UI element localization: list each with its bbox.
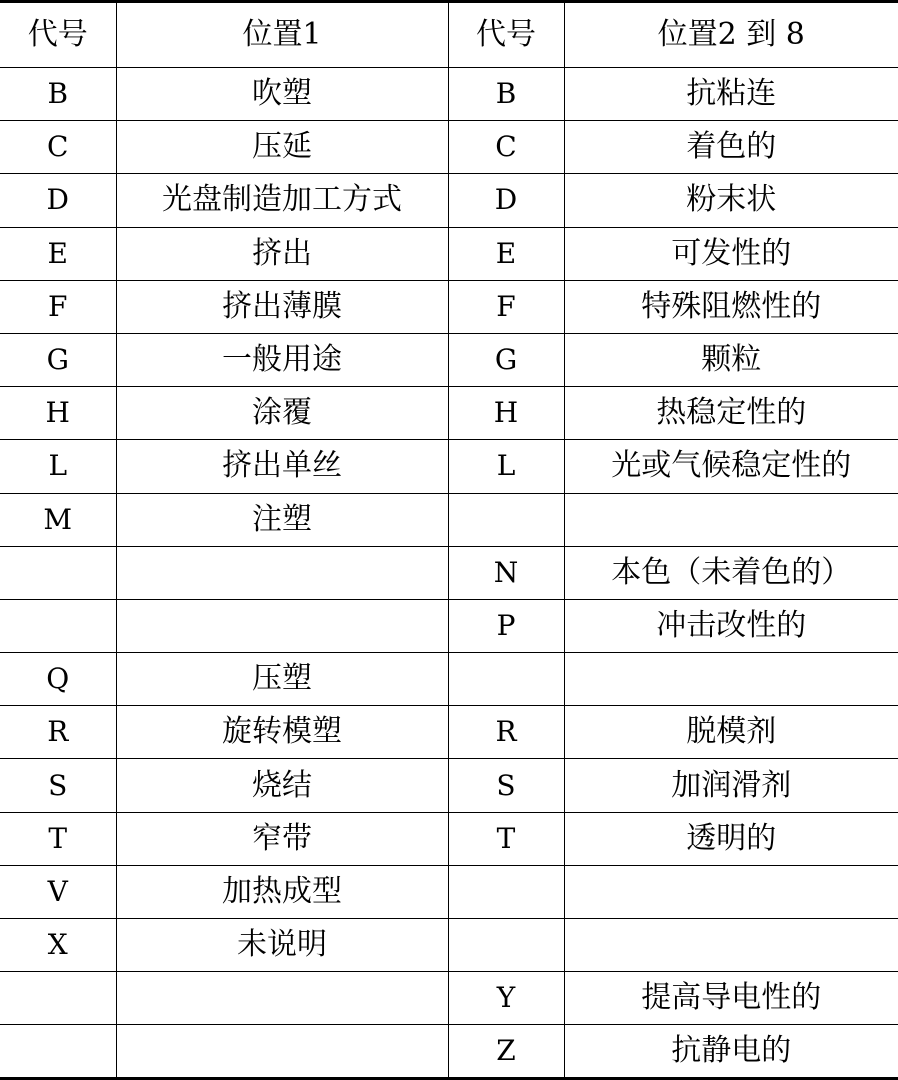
cell-position-1: 压塑 — [116, 653, 448, 706]
cell-position-1 — [116, 972, 448, 1025]
cell-position-1: 未说明 — [116, 919, 448, 972]
table-row — [0, 919, 898, 972]
cell-position-2-to-8: 提高导电性的 — [564, 972, 898, 1025]
header-row — [0, 2, 898, 68]
header-code-2: 代号 — [448, 2, 564, 68]
table-row — [0, 493, 898, 546]
cell-code-1: L — [0, 440, 116, 493]
table-row — [0, 68, 898, 121]
cell-code-1: C — [0, 121, 116, 174]
cell-code-2: G — [448, 333, 564, 386]
cell-code-1 — [0, 1025, 116, 1078]
cell-code-1: R — [0, 706, 116, 759]
cell-code-1: T — [0, 812, 116, 865]
cell-code-1: V — [0, 865, 116, 918]
cell-code-1 — [0, 972, 116, 1025]
table-row — [0, 546, 898, 599]
cell-position-1: 一般用途 — [116, 333, 448, 386]
cell-code-1: S — [0, 759, 116, 812]
cell-position-2-to-8: 特殊阻燃性的 — [564, 280, 898, 333]
cell-position-2-to-8: 脱模剂 — [564, 706, 898, 759]
cell-position-1: 光盘制造加工方式 — [116, 174, 448, 227]
table-header — [0, 2, 898, 68]
table-row — [0, 599, 898, 652]
cell-position-2-to-8: 抗静电的 — [564, 1025, 898, 1078]
cell-code-1: G — [0, 333, 116, 386]
cell-code-1: M — [0, 493, 116, 546]
cell-position-1: 涂覆 — [116, 387, 448, 440]
cell-code-2: H — [448, 387, 564, 440]
table-row — [0, 280, 898, 333]
cell-code-2: D — [448, 174, 564, 227]
cell-position-2-to-8: 光或气候稳定性的 — [564, 440, 898, 493]
cell-position-1: 压延 — [116, 121, 448, 174]
cell-code-2: E — [448, 227, 564, 280]
table-row — [0, 440, 898, 493]
cell-position-1: 旋转模塑 — [116, 706, 448, 759]
table-body — [0, 68, 898, 1079]
cell-position-1: 挤出 — [116, 227, 448, 280]
cell-position-1 — [116, 546, 448, 599]
cell-code-2 — [448, 865, 564, 918]
cell-code-2: Y — [448, 972, 564, 1025]
cell-position-1: 加热成型 — [116, 865, 448, 918]
table-row — [0, 812, 898, 865]
cell-code-2 — [448, 493, 564, 546]
table-row — [0, 333, 898, 386]
header-position-2-to-8: 位置2 到 8 — [564, 2, 898, 68]
cell-position-2-to-8: 本色（未着色的） — [564, 546, 898, 599]
cell-position-2-to-8: 热稳定性的 — [564, 387, 898, 440]
cell-code-1: D — [0, 174, 116, 227]
cell-position-1: 窄带 — [116, 812, 448, 865]
cell-position-2-to-8: 颗粒 — [564, 333, 898, 386]
table-row — [0, 174, 898, 227]
cell-position-1: 烧结 — [116, 759, 448, 812]
table-row — [0, 706, 898, 759]
cell-code-2: F — [448, 280, 564, 333]
cell-position-2-to-8 — [564, 653, 898, 706]
cell-position-1: 吹塑 — [116, 68, 448, 121]
cell-position-2-to-8: 可发性的 — [564, 227, 898, 280]
cell-position-2-to-8: 着色的 — [564, 121, 898, 174]
cell-code-1: X — [0, 919, 116, 972]
cell-code-2: Z — [448, 1025, 564, 1078]
cell-position-2-to-8: 冲击改性的 — [564, 599, 898, 652]
cell-position-1 — [116, 1025, 448, 1078]
cell-position-2-to-8 — [564, 919, 898, 972]
cell-code-2 — [448, 653, 564, 706]
cell-code-1 — [0, 546, 116, 599]
cell-position-2-to-8: 粉末状 — [564, 174, 898, 227]
cell-position-1: 注塑 — [116, 493, 448, 546]
cell-position-2-to-8: 透明的 — [564, 812, 898, 865]
cell-position-2-to-8 — [564, 865, 898, 918]
table-row — [0, 387, 898, 440]
cell-code-2: L — [448, 440, 564, 493]
table-row — [0, 759, 898, 812]
cell-position-2-to-8: 加润滑剂 — [564, 759, 898, 812]
cell-code-2: N — [448, 546, 564, 599]
cell-code-2: B — [448, 68, 564, 121]
table-row — [0, 227, 898, 280]
cell-code-2: C — [448, 121, 564, 174]
table-row — [0, 121, 898, 174]
table-row — [0, 653, 898, 706]
cell-code-1: H — [0, 387, 116, 440]
table-row — [0, 1025, 898, 1078]
cell-code-2: R — [448, 706, 564, 759]
cell-position-2-to-8 — [564, 493, 898, 546]
cell-code-1: F — [0, 280, 116, 333]
cell-code-2: T — [448, 812, 564, 865]
cell-position-1: 挤出薄膜 — [116, 280, 448, 333]
header-position-1: 位置1 — [116, 2, 448, 68]
table-row — [0, 865, 898, 918]
cell-code-2 — [448, 919, 564, 972]
header-code-1: 代号 — [0, 2, 116, 68]
cell-code-1: E — [0, 227, 116, 280]
cell-position-1: 挤出单丝 — [116, 440, 448, 493]
cell-code-2: S — [448, 759, 564, 812]
cell-code-1: Q — [0, 653, 116, 706]
cell-position-1 — [116, 599, 448, 652]
cell-code-1 — [0, 599, 116, 652]
table-row — [0, 972, 898, 1025]
cell-code-2: P — [448, 599, 564, 652]
cell-position-2-to-8: 抗粘连 — [564, 68, 898, 121]
cell-code-1: B — [0, 68, 116, 121]
